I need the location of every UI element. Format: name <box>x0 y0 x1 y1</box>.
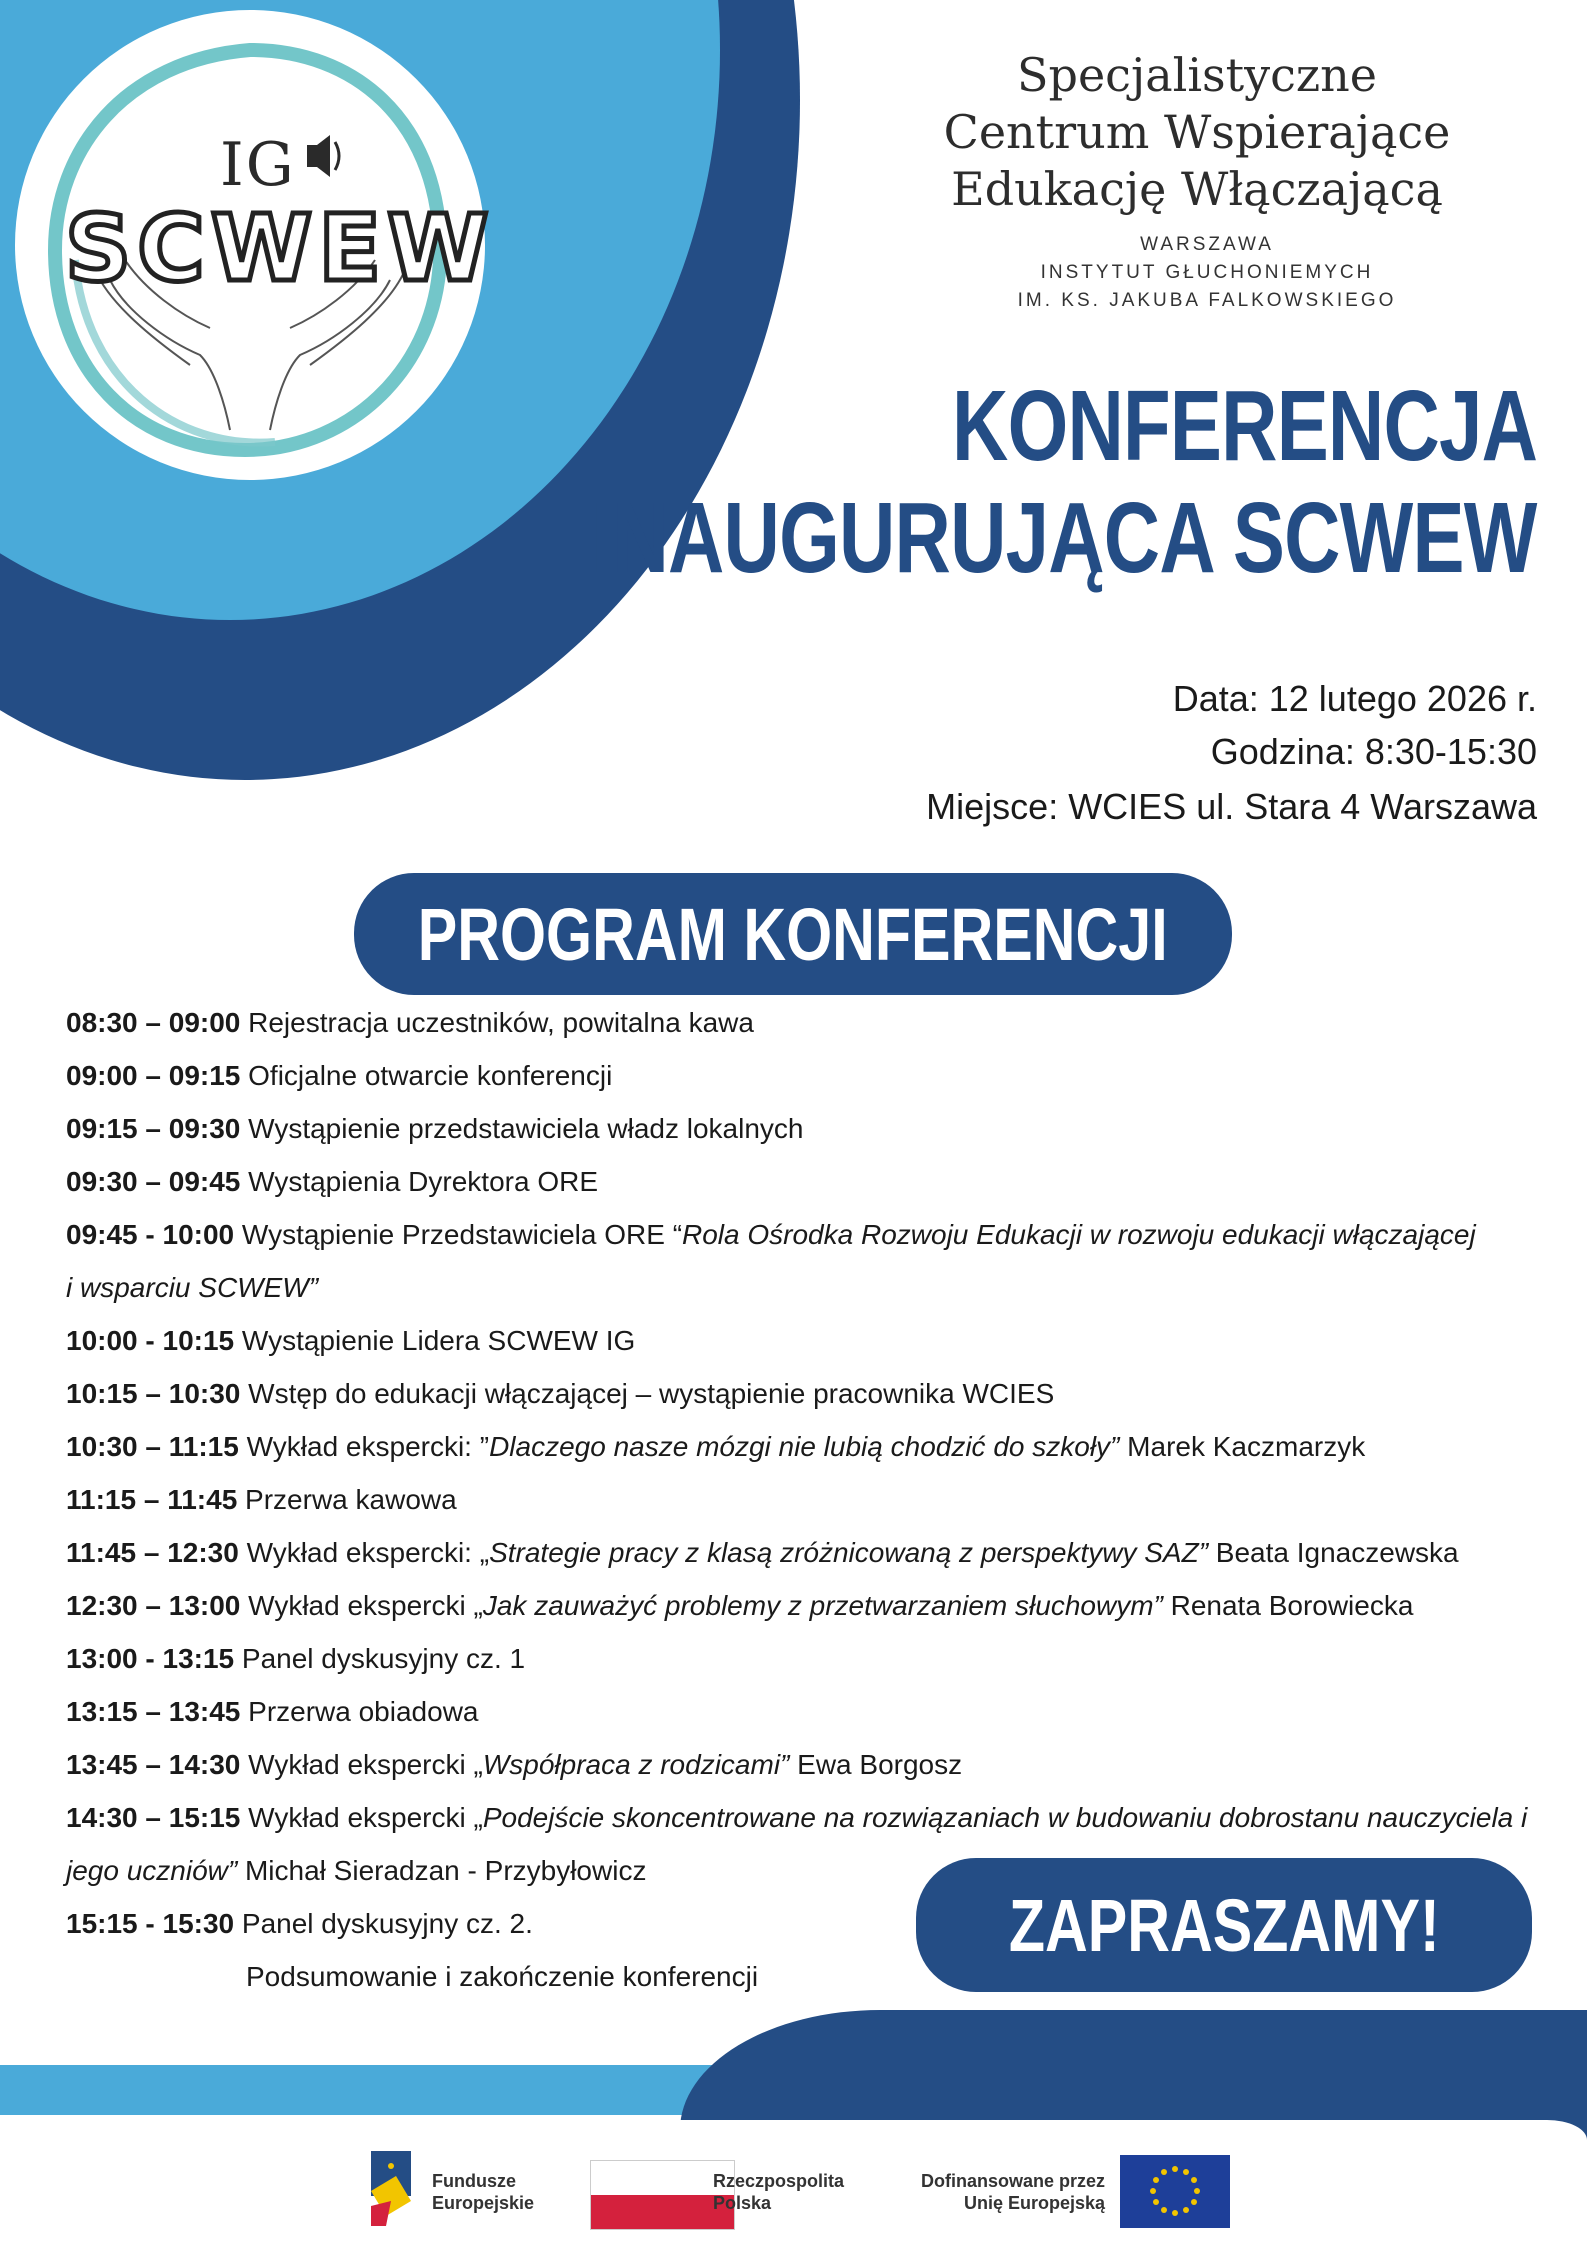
footer-fe-text <box>432 2170 534 2214</box>
program-text: Wystąpienie przedstawiciela władz lokalnych <box>240 1113 804 1144</box>
program-row <box>66 1367 1536 1420</box>
program-title: Rola Ośrodka Rozwoju Edukacji w rozwoju edukacji włączającej <box>682 1219 1476 1250</box>
program-time: 09:15 – 09:30 <box>66 1113 241 1144</box>
program-title: Podejście skoncentrowane na rozwiązaniach w budowaniu dobrostanu nauczyciela i <box>482 1802 1528 1833</box>
program-time: 15:15 - 15:30 <box>66 1908 235 1939</box>
program-text: Wystąpienie Przedstawiciela ORE “ <box>234 1219 683 1250</box>
main-title-line-1: KONFERENCJA <box>951 370 1537 482</box>
program-text: Wykład ekspercki „ <box>240 1802 483 1833</box>
footer-eu-line-2: Unię Europejską <box>963 2193 1105 2213</box>
program-text: Wykład ekspercki: ” <box>238 1431 490 1462</box>
program-row <box>66 1155 1536 1208</box>
program-row <box>66 1049 1536 1102</box>
program-time: 11:15 – 11:45 <box>66 1484 238 1515</box>
program-speaker: Renata Borowiecka <box>1162 1590 1414 1621</box>
program-text: Przerwa kawowa <box>237 1484 457 1515</box>
program-row <box>66 1632 1536 1685</box>
program-speaker: Beata Ignaczewska <box>1208 1537 1459 1568</box>
program-time: 08:30 – 09:00 <box>66 1007 241 1038</box>
program-text: Wykład ekspercki „ <box>240 1590 483 1621</box>
event-place: Miejsce: WCIES ul. Stara 4 Warszawa <box>926 786 1537 827</box>
program-time: 09:30 – 09:45 <box>66 1166 241 1197</box>
program-row <box>66 1738 1536 1791</box>
footer-eu-text <box>890 2170 1105 2214</box>
program-row <box>66 1261 1536 1314</box>
program-title: i wsparciu SCWEW” <box>66 1272 319 1303</box>
program-row <box>66 1526 1536 1579</box>
program-text: Podsumowanie i zakończenie konferencji <box>246 1961 759 1992</box>
program-text: Wstęp do edukacji włączającej – wystąpienie pracownika WCIES <box>240 1378 1055 1409</box>
invite-badge <box>916 1858 1532 1992</box>
event-time: Godzina: 8:30-15:30 <box>1210 731 1537 772</box>
program-row <box>66 1791 1536 1844</box>
program-time: 09:00 – 09:15 <box>66 1060 241 1091</box>
program-title: Współpraca z rodzicami” <box>482 1749 790 1780</box>
org-institute: INSTYTUT GŁUCHONIEMYCH <box>1040 262 1374 283</box>
program-text: Przerwa obiadowa <box>240 1696 479 1727</box>
program-speaker: Michał Sieradzan - Przybyłowicz <box>237 1855 647 1886</box>
fundusze-europejskie-icon <box>366 2146 416 2230</box>
program-text: Panel dyskusyjny cz. 1 <box>234 1643 526 1674</box>
org-name-line-3: Edukację Włączającą <box>951 162 1443 216</box>
footer-rp-line-2: Polska <box>713 2193 772 2213</box>
program-time: 14:30 – 15:15 <box>66 1802 241 1833</box>
program-heading <box>354 873 1232 995</box>
program-title: Strategie pracy z klasą zróżnicowaną z perspektywy SAZ” <box>489 1537 1209 1568</box>
footer-fe-line-2: Europejskie <box>432 2193 535 2213</box>
program-row <box>66 1685 1536 1738</box>
program-time: 10:15 – 10:30 <box>66 1378 241 1409</box>
footer-rp-text <box>713 2170 844 2214</box>
invite-text: ZAPRASZAMY! <box>1008 1883 1440 1967</box>
footer-rp-line-1: Rzeczpospolita <box>713 2171 845 2191</box>
program-text: Rejestracja uczestników, powitalna kawa <box>240 1007 754 1038</box>
program-time: 12:30 – 13:00 <box>66 1590 241 1621</box>
main-title-line-2: INAUGURUJĄCA SCWEW <box>591 482 1537 594</box>
program-time: 11:45 – 12:30 <box>66 1537 239 1568</box>
program-row <box>66 996 1536 1049</box>
program-time: 13:45 – 14:30 <box>66 1749 241 1780</box>
program-text: Oficjalne otwarcie konferencji <box>240 1060 613 1091</box>
program-title: Dlaczego nasze mózgi nie lubią chodzić do szkoły” <box>489 1431 1120 1462</box>
program-time: 13:00 - 13:15 <box>66 1643 235 1674</box>
program-speaker: Ewa Borgosz <box>789 1749 963 1780</box>
program-time: 13:15 – 13:45 <box>66 1696 241 1727</box>
program-row <box>66 1473 1536 1526</box>
eu-flag-icon <box>1120 2155 1230 2228</box>
program-time: 09:45 - 10:00 <box>66 1219 235 1250</box>
logo-ig-text: IG <box>220 130 296 200</box>
program-row <box>66 1420 1536 1473</box>
program-row <box>66 1102 1536 1155</box>
program-title: Jak zauważyć problemy z przetwarzaniem słuchowym” <box>482 1590 1163 1621</box>
program-row <box>66 1314 1536 1367</box>
program-heading-text: PROGRAM KONFERENCJI <box>418 892 1168 976</box>
org-city: WARSZAWA <box>1140 234 1274 255</box>
program-title: jego uczniów” <box>66 1855 238 1886</box>
program-row <box>66 1579 1536 1632</box>
program-list <box>66 996 1536 2003</box>
program-time: 10:00 - 10:15 <box>66 1325 235 1356</box>
program-text: Wystąpienia Dyrektora ORE <box>240 1166 599 1197</box>
program-text: Wystąpienie Lidera SCWEW IG <box>234 1325 636 1356</box>
program-speaker: Marek Kaczmarzyk <box>1119 1431 1366 1462</box>
program-text: Wykład ekspercki: „ <box>238 1537 490 1568</box>
program-row <box>66 1208 1536 1261</box>
footer-eu-line-1: Dofinansowane przez <box>920 2171 1105 2191</box>
org-patron: IM. KS. JAKUBA FALKOWSKIEGO <box>1017 290 1397 311</box>
program-text: Wykład ekspercki „ <box>240 1749 483 1780</box>
org-name-line-1: Specjalistyczne <box>1017 48 1377 102</box>
program-text: Panel dyskusyjny cz. 2. <box>234 1908 533 1939</box>
program-time: 10:30 – 11:15 <box>66 1431 239 1462</box>
org-name-line-2: Centrum Wspierające <box>943 105 1451 159</box>
event-date: Data: 12 lutego 2026 r. <box>1172 678 1537 719</box>
logo-wordmark: SCWEW <box>65 195 495 302</box>
footer-fe-line-1: Fundusze <box>432 2171 516 2191</box>
